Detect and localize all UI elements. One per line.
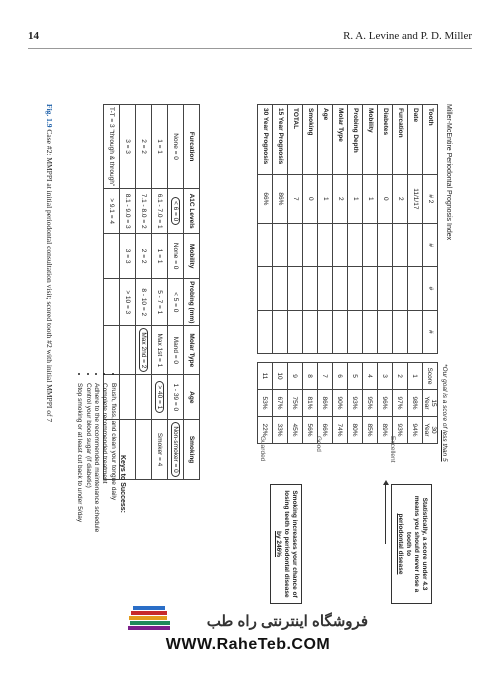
table-row [272,363,287,444]
legend-cell: < 5 = 0 [168,279,184,326]
table-row [258,105,273,354]
table-row [407,363,422,444]
page-number: 14 [28,30,39,42]
legend-cell: None = 0 [168,105,184,189]
score-cell: 97% [392,390,407,417]
legend-cell: None = 0 [168,234,184,279]
table-row [348,105,363,354]
row-label: 30 Year Prognosis [258,105,273,175]
running-head-authors: R. A. Levine and P. D. Miller [343,30,472,42]
table-row [333,105,348,354]
list-item: • Complete recommended treatment [100,383,108,594]
table-row [408,105,423,354]
legend-header: A1C Levels [184,189,200,234]
legend-cell: Smoker = 4 [152,420,168,479]
table-row [332,363,347,444]
table-row [318,105,333,354]
row-label: Diabetes [378,105,393,175]
watermark-url: WWW.RaheTeb.COM [165,636,331,653]
mmppi-header-col2: # [423,224,438,267]
watermark-fa: فروشگاه اینترنتی راه طب [206,613,368,630]
legend-header: Molar Type [184,326,200,375]
mmppi-header-tooth: Tooth [423,105,438,175]
mmppi-header-col3: # [423,267,438,310]
legend-cell: 2 = 2 [136,234,152,279]
legend-cell: T-T = 3 "through & through" [104,105,120,189]
score-cell: 89% [377,417,392,444]
score-cell: 53% [257,390,272,417]
score-cell: 10 [272,363,287,390]
score-cell: 1 [407,363,422,390]
legend-header: Furcation [184,105,200,189]
legend-header: Age [184,375,200,420]
legend-cell: 8.1 - 9.0 = 3 [120,189,136,234]
row-value: 1 [318,174,333,223]
mmppi-table [257,104,438,354]
mmppi-header-col1: # 2 [423,174,438,223]
legend-cell [136,326,152,375]
table-row [287,363,302,444]
table-row [317,363,332,444]
table-row [392,363,407,444]
legend-cell: 7.1 - 8.0 = 2 [136,189,152,234]
header-rule [28,48,472,49]
score-cell: 3 [377,363,392,390]
score-cell: 6 [332,363,347,390]
legend-cell [152,375,168,420]
legend-header: Probing (mm) [184,279,200,326]
score-table [257,362,438,444]
score-cell: 67% [272,390,287,417]
legend-cell: 1 = 1 [152,234,168,279]
row-label: Molar Type [333,105,348,175]
score-cell: 95% [362,390,377,417]
mmppi-header-col4: # [423,310,438,353]
legend-cell: > 9.1 = 4 [104,189,120,234]
band-guarded: Guarded [259,436,266,462]
legend-cell [136,420,152,479]
mmppi-title: Miller-McEntire Periodontal Prognosis Index [445,104,452,241]
legend-cell: 5 - 7 = 1 [152,279,168,326]
table-row [168,105,184,480]
score-cell: 93% [347,390,362,417]
circled-value: Max 2nd = 2 [139,328,148,372]
score-cell: 94% [407,417,422,444]
table-row [288,105,303,354]
score-cell: 86% [317,390,332,417]
legend-cell: 1 - 39 = 0 [168,375,184,420]
table-row [152,105,168,480]
table-row [273,105,288,354]
table-row [347,363,362,444]
legend-cell: Mand = 0 [168,326,184,375]
legend-cell: 3 = 3 [120,105,136,189]
row-label: Mobility [363,105,378,175]
table-row [257,363,272,444]
row-label: Smoking [303,105,318,175]
arrow-icon [385,484,386,544]
score-cell: 7 [317,363,332,390]
circled-value: Non-smoker = 0 [171,422,180,476]
score-header: Score [422,363,437,390]
legend-cell [168,420,184,479]
list-item: • Adhere to the recommended maintenance schedule [92,383,100,594]
legend-cell [104,279,120,326]
score-cell: 56% [302,417,317,444]
row-value: 7 [288,174,303,223]
score-cell: 85% [362,417,377,444]
circled-value: > 40 = 1 [155,381,164,413]
row-label: Age [318,105,333,175]
score-cell: 81% [302,390,317,417]
score-cell: 8 [302,363,317,390]
books-icon [124,596,184,636]
legend-header: Mobility [184,234,200,279]
figure-label: Fig. 1.9 [45,104,54,128]
band-excellent: Excellent [389,436,396,463]
score-cell: 98% [407,390,422,417]
rotated-figure [38,74,462,614]
watermark-logo [118,590,378,664]
legend-cell: > 10 = 3 [120,279,136,326]
legend-cell [168,189,184,234]
legend-cell [104,234,120,279]
row-label: Furcation [393,105,408,175]
list-item: • Brush, floss, and clean your tongue daily [108,383,116,594]
score-header: 30 Year [422,417,437,444]
row-value: 2 [393,174,408,223]
score-cell: 11 [257,363,272,390]
table-row [184,105,200,480]
legend-cell: Max 1st = 1 [152,326,168,375]
legend-cell [120,326,136,375]
caption-text: Case #2: MMPPI at initial periodontal consultation visit; scored tooth #2 with initial MMPPI of 7 [45,127,54,423]
score-cell: 4 [362,363,377,390]
row-label: 15 Year Prognosis [273,105,288,175]
score-cell: 80% [347,417,362,444]
legend-cell [136,375,152,420]
band-good: Good [315,436,322,452]
score-cell: 96% [377,390,392,417]
score-cell: 22% [257,417,272,444]
legend-cell: 2 = 2 [136,105,152,189]
table-row [423,105,438,354]
row-value: 1 [363,174,378,223]
table-row [363,105,378,354]
score-cell: 33% [272,417,287,444]
score-cell: 9 [287,363,302,390]
table-row [393,105,408,354]
table-row [362,363,377,444]
circled-value: < 6 = 0 [171,197,180,225]
legend-cell: 3 = 3 [120,234,136,279]
table-row [377,363,392,444]
score-cell: 5 [347,363,362,390]
figure-caption [45,104,54,594]
legend-cell: 8 - 10 = 2 [136,279,152,326]
score-cell: 74% [332,417,347,444]
legend-cell: 6.1 - 7.0 = 1 [152,189,168,234]
row-value: 0 [378,174,393,223]
row-value: 86% [273,174,288,223]
list-item: • Stop smoking or at least cut back to under 5/day [75,383,83,594]
row-value: 1 [348,174,363,223]
row-label: Date [408,105,423,175]
row-value: 11/1/17 [408,174,423,223]
score-cell: 93% [392,417,407,444]
score-cell: 2 [392,363,407,390]
row-label: TOTAL [288,105,303,175]
score-header: 15 Year [422,390,437,417]
score-cell: 90% [332,390,347,417]
table-row [136,105,152,480]
legend-cell [104,326,120,375]
row-value: 66% [258,174,273,223]
row-value: 2 [333,174,348,223]
keys-to-success [75,374,127,594]
score-cell: 75% [287,390,302,417]
legend-header: Smoking [184,420,200,479]
legend-cell: 1 = 1 [152,105,168,189]
stat-note: Statistically, a score under 4.3 means you should never lose a tooth to periodontal disease [392,484,433,604]
list-item: • Control your blood sugar (if diabetic) [83,383,91,594]
row-label: Probing Depth [348,105,363,175]
score-cell: 45% [287,417,302,444]
score-cell: 66% [317,417,332,444]
table-row [302,363,317,444]
smoking-note: Smoking increases your chance of losing teeth to periodontal disease by 246% [270,484,302,604]
table-row [422,363,437,444]
goal-note: *Our goal is a score of less than 5 [441,364,448,462]
row-value: 0 [303,174,318,223]
keys-title: Keys to Success: [119,455,126,513]
table-row [303,105,318,354]
page-header [28,30,472,50]
table-row [378,105,393,354]
